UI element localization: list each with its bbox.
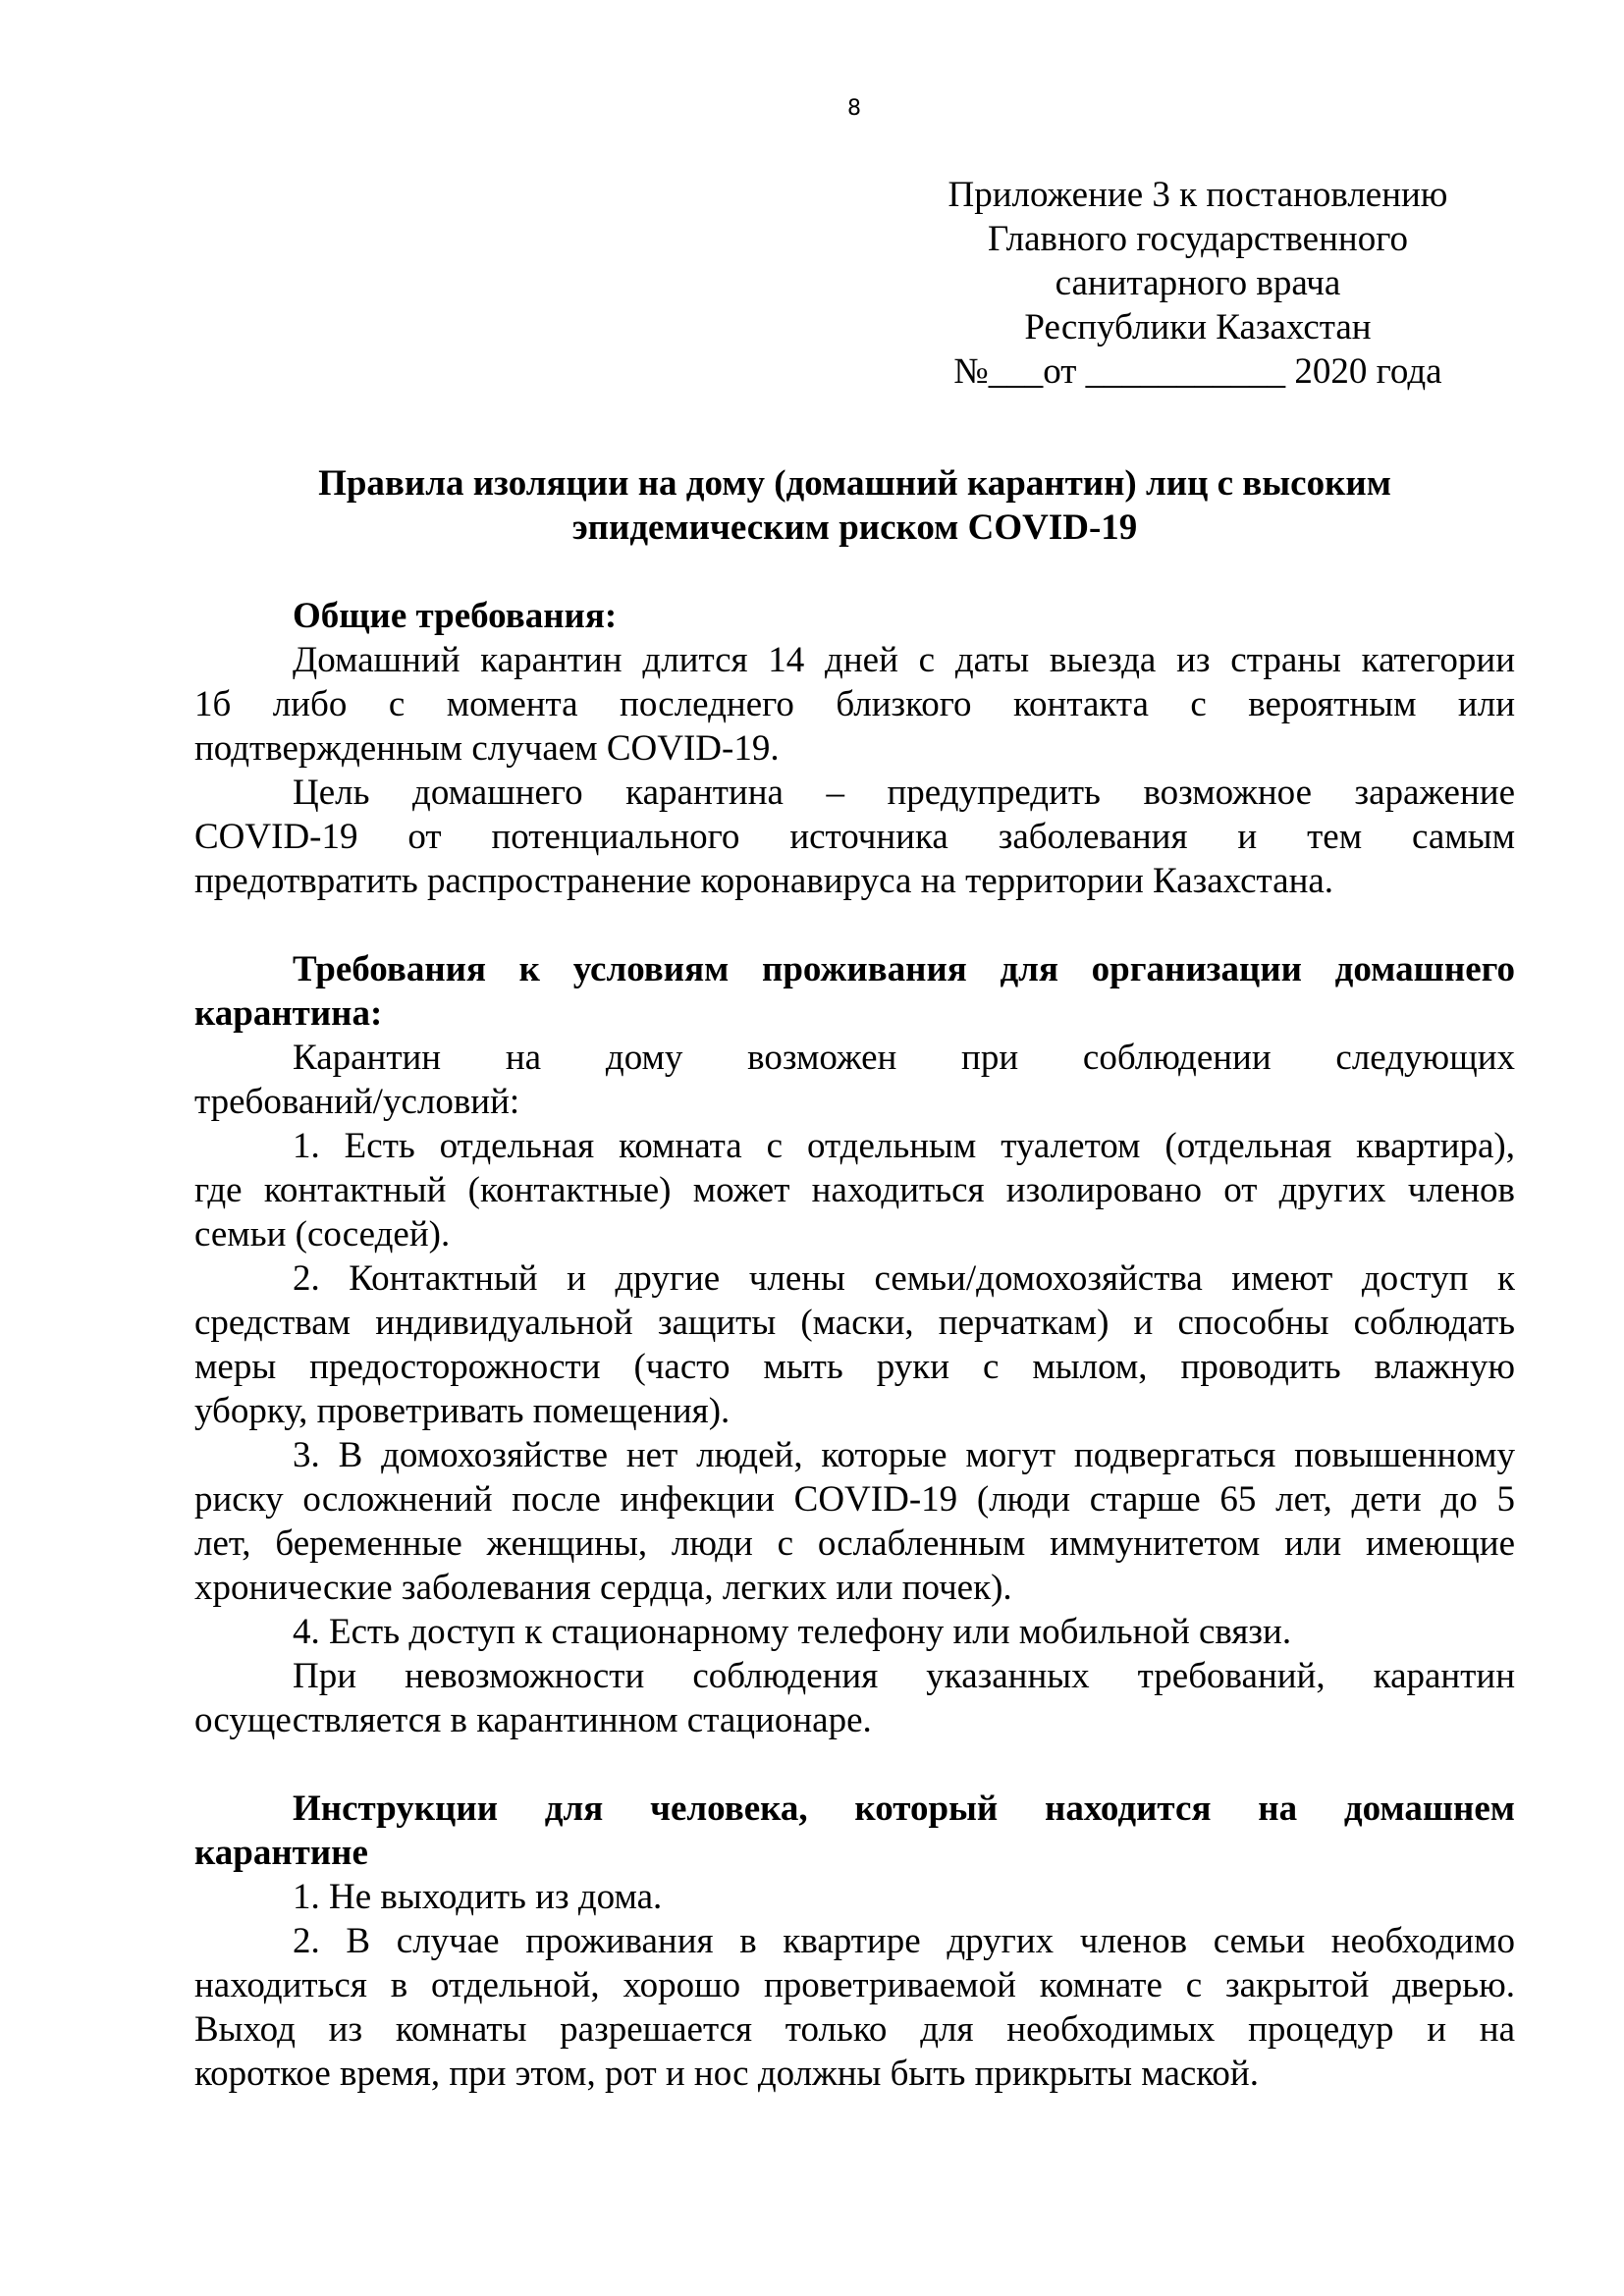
section-heading: Требования к условиям проживания для организации домашнего xyxy=(293,949,1515,989)
list-item-line: где контактный (контактные) может находиться изолировано от других членов xyxy=(194,1170,1515,1210)
annex-line: Главного государственного xyxy=(988,219,1408,259)
paragraph-line: осуществляется в карантинном стационаре. xyxy=(194,1700,872,1740)
list-item-line: лет, беременные женщины, люди с ослабленным иммунитетом или имеющие xyxy=(194,1523,1515,1564)
title-line: эпидемическим риском COVID-19 xyxy=(571,507,1138,548)
section-heading: карантина: xyxy=(194,993,383,1034)
list-item-line: 4. Есть доступ к стационарному телефону или мобильной связи. xyxy=(293,1612,1292,1652)
list-item-line: меры предосторожности (часто мыть руки с мылом, проводить влажную xyxy=(194,1347,1515,1387)
list-item-line: 3. В домохозяйстве нет людей, которые могут подвергаться повышенному xyxy=(293,1435,1515,1475)
paragraph-line: предотвратить распространение коронавируса на территории Казахстана. xyxy=(194,861,1334,901)
list-item-line: хронические заболевания сердца, легких или почек). xyxy=(194,1568,1012,1608)
annex-line: Приложение 3 к постановлению xyxy=(947,175,1448,215)
list-item-line: семьи (соседей). xyxy=(194,1214,451,1255)
paragraph-line: Цель домашнего карантина – предупредить возможное заражение xyxy=(293,773,1515,813)
annex-line: Республики Казахстан xyxy=(1024,307,1372,347)
page-number: 8 xyxy=(847,96,861,121)
section-heading: карантине xyxy=(194,1833,368,1873)
list-item-line: короткое время, при этом, рот и нос должны быть прикрыты маской. xyxy=(194,2054,1259,2094)
paragraph-line: При невозможности соблюдения указанных требований, карантин xyxy=(293,1656,1515,1696)
list-item-line: 1. Есть отдельная комната с отдельным туалетом (отдельная квартира), xyxy=(293,1126,1515,1166)
annex-line: санитарного врача xyxy=(1055,263,1341,303)
list-item-line: 1. Не выходить из дома. xyxy=(293,1877,663,1917)
list-item-line: 2. Контактный и другие члены семьи/домохозяйства имеют доступ к xyxy=(293,1258,1515,1299)
section-heading: Инструкции для человека, который находится на домашнем xyxy=(293,1789,1515,1829)
title-line: Правила изоляции на дому (домашний карантин) лиц с высоким xyxy=(318,463,1391,504)
paragraph-line: подтвержденным случаем COVID-19. xyxy=(194,728,780,769)
annex-line: №___от ___________ 2020 года xyxy=(953,351,1442,392)
list-item-line: Выход из комнаты разрешается только для необходимых процедур и на xyxy=(194,2009,1515,2050)
paragraph-line: требований/условий: xyxy=(194,1082,520,1122)
list-item-line: находиться в отдельной, хорошо проветриваемой комнате с закрытой дверью. xyxy=(194,1965,1515,2005)
section-heading: Общие требования: xyxy=(293,596,618,636)
paragraph-line: COVID-19 от потенциального источника заболевания и тем самым xyxy=(194,817,1515,857)
list-item-line: средствам индивидуальной защиты (маски, перчаткам) и способны соблюдать xyxy=(194,1303,1515,1343)
paragraph-line: 1б либо с момента последнего близкого контакта с вероятным или xyxy=(194,684,1515,724)
list-item-line: уборку, проветривать помещения). xyxy=(194,1391,731,1431)
paragraph-line: Карантин на дому возможен при соблюдении следующих xyxy=(293,1038,1515,1078)
list-item-line: 2. В случае проживания в квартире других членов семьи необходимо xyxy=(293,1921,1515,1961)
paragraph-line: Домашний карантин длится 14 дней с даты выезда из страны категории xyxy=(293,640,1515,680)
list-item-line: риску осложнений после инфекции COVID-19 (люди старше 65 лет, дети до 5 xyxy=(194,1479,1515,1520)
